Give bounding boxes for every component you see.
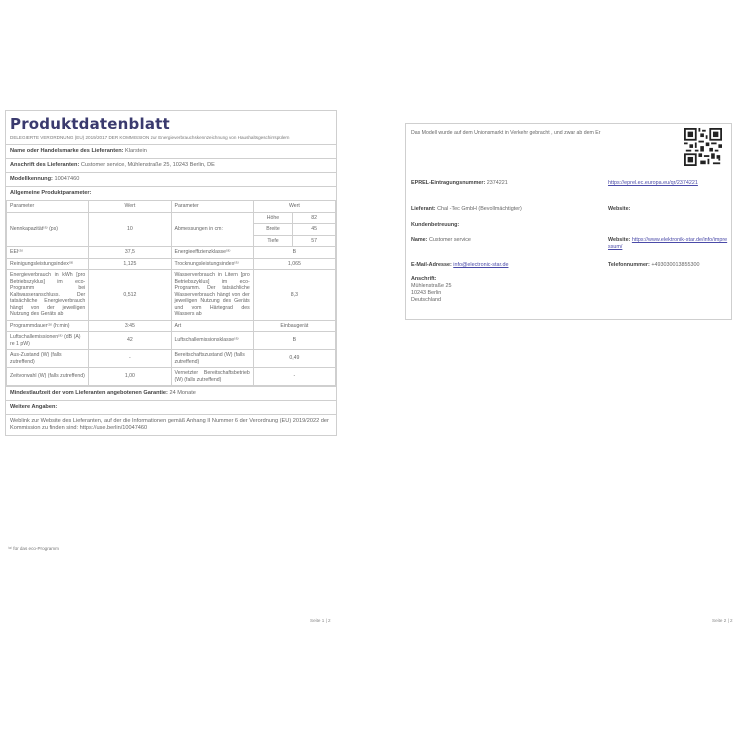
warranty-label: Mindestlaufzeit der vom Lieferanten angebotenen Garantie: <box>10 390 168 396</box>
eprel-value: 2374221 <box>486 180 508 186</box>
website-label: Website: <box>608 206 631 212</box>
eei-label: EEI⁽ᵃ⁾ <box>7 247 89 259</box>
height-value: 82 <box>293 212 336 224</box>
cleaning-value: 1,125 <box>89 258 171 270</box>
duration-label: Programmdauer⁽ᵃ⁾ (h:min) <box>7 320 89 332</box>
footnote: ⁽ᵃ⁾ für das eco-Programm <box>8 546 59 551</box>
header-value: Wert <box>253 201 335 213</box>
supplier-name-row <box>6 144 336 158</box>
page-number-1: Seite 1 | 2 <box>310 618 331 623</box>
supplier-label: Lieferant: <box>411 206 436 212</box>
supplier-name-label: Name oder Handelsmarke des Lieferanten: <box>10 148 124 154</box>
duration-value: 3:45 <box>89 320 171 332</box>
supplier-name-value: Klarstein <box>125 148 147 154</box>
drying-value: 1,065 <box>253 258 335 270</box>
params-table <box>6 200 336 386</box>
table-header-row <box>7 201 336 213</box>
table-row <box>7 332 336 350</box>
weblink-row <box>6 414 336 435</box>
table-row <box>7 212 336 224</box>
water-consumption-label: Wasserverbrauch in Litern [pro Betriebszyklus] im eco-Programm. Der tatsächliche Wasserverbrauch hängt von der jeweiligen Nutzung des Geräts und vom Härtegrad des Wassers ab <box>171 270 253 321</box>
noise-value: 42 <box>89 332 171 350</box>
website2-link[interactable]: https://www.elektronik-star.de/info/impressum/ <box>608 237 728 250</box>
model-label: Modellkennung: <box>10 176 53 182</box>
further-info-label: Weitere Angaben: <box>10 404 58 410</box>
noise-class-label: Luftschallemissionsklasse⁽ᵃ⁾ <box>171 332 253 350</box>
product-datasheet-page-2 <box>405 123 732 320</box>
type-value: Einbaugerät <box>253 320 335 332</box>
model-row <box>6 172 336 186</box>
table-row <box>7 270 336 321</box>
supplier-value: Chal -Tec GmbH (Bevollmächtigter) <box>437 206 522 212</box>
table-row <box>7 258 336 270</box>
qr-code-icon[interactable] <box>684 128 722 166</box>
noise-class-value: B <box>253 332 335 350</box>
capacity-value: 10 <box>89 212 171 247</box>
header-value: Wert <box>89 201 171 213</box>
table-row <box>7 247 336 259</box>
phone-value: +493030013855300 <box>651 262 700 268</box>
market-intro-text: Das Modell wurde auf dem Unionsmarkt in Verkehr gebracht , und zwar ab dem Er <box>411 130 601 136</box>
email-link[interactable]: info@electronic-star.de <box>453 262 509 268</box>
table-row <box>7 320 336 332</box>
address-line: Mühlenstraße 25 <box>411 283 452 289</box>
warranty-row <box>6 386 336 400</box>
off-mode-label: Aus-Zustand (W) (falls zutreffend) <box>7 350 89 368</box>
warranty-value: 24 Monate <box>169 390 196 396</box>
website-row <box>608 206 630 213</box>
customer-service-label: Kundenbetreuung: <box>411 222 460 228</box>
phone-label: Telefonnummer: <box>608 262 650 268</box>
address-block <box>411 276 451 304</box>
weblink-url[interactable]: https://use.berlin/10047460 <box>79 425 148 431</box>
supplier-address-label: Anschrift des Lieferanten: <box>10 162 80 168</box>
standby-value: 0,49 <box>253 350 335 368</box>
address-line: 10243 Berlin <box>411 290 442 296</box>
delay-start-value: 1,00 <box>89 368 171 386</box>
address-label: Anschrift: <box>411 276 437 282</box>
contact-name-label: Name: <box>411 237 428 243</box>
product-datasheet-page-1 <box>5 110 337 436</box>
page-number-2: Seite 2 | 2 <box>712 618 733 623</box>
energy-class-value: B <box>253 247 335 259</box>
drying-label: Trocknungsleistungsindex⁽ᵃ⁾ <box>171 258 253 270</box>
supplier-address-row <box>6 158 336 172</box>
height-label: Höhe <box>253 212 292 224</box>
water-consumption-value: 8,3 <box>253 270 335 321</box>
energy-consumption-value: 0,512 <box>89 270 171 321</box>
general-params-label: Allgemeine Produktparameter: <box>10 190 92 196</box>
type-label: Art <box>171 320 253 332</box>
header-parameter: Parameter <box>7 201 89 213</box>
standby-label: Bereitschaftszustand (W) (falls zutreffend) <box>171 350 253 368</box>
further-info-row <box>6 400 336 414</box>
capacity-label: Nennkapazität⁽ᵃ⁾ (ps) <box>7 212 89 247</box>
energy-consumption-label: Energieverbrauch in kWh [pro Betriebszyklus] im eco-Programm bei Kaltwasseranschluss. Der tatsächliche Energieverbrauch hängt von der jeweiligen Nutzung des Geräts ab <box>7 270 89 321</box>
regulation-subtitle: DELEGIERTE VERORDNUNG (EU) 2019/2017 DER KOMMISSION zur Energieverbrauchskennzeichnung von Haushaltsgeschirrspülern <box>10 135 290 140</box>
eprel-label: EPREL-Eintragungsnummer: <box>411 180 486 186</box>
email-row <box>411 262 508 269</box>
weblink-text: Weblink zur Website des Lieferanten, auf der die Informationen gemäß Anhang II Nummer 6 der Verordnung (EU) 2019/2022 der Kommission zu finden sind: <box>10 418 329 431</box>
dimensions-label: Abmessungen in cm: <box>171 212 253 247</box>
contact-name-row <box>411 237 471 244</box>
table-row <box>7 350 336 368</box>
network-standby-value: - <box>253 368 335 386</box>
width-label: Breite <box>253 224 292 236</box>
website2-label: Website: <box>608 237 631 243</box>
eei-value: 37,5 <box>89 247 171 259</box>
noise-label: Luftschallemissionen⁽ᵃ⁾ (dB (A) re 1 pW) <box>7 332 89 350</box>
network-standby-label: Vernetzter Bereitschaftsbetrieb (W) (falls zutreffend) <box>171 368 253 386</box>
customer-service-row <box>411 222 459 229</box>
model-value: 10047460 <box>54 176 80 182</box>
page-title: Produktdatenblatt <box>10 115 170 133</box>
general-params-row <box>6 186 336 200</box>
website2-row <box>608 237 728 251</box>
depth-label: Tiefe <box>253 235 292 247</box>
eprel-link[interactable]: https://eprel.ec.europa.eu/qr/2374221 <box>608 180 698 186</box>
supplier-address-value: Customer service, Mühlenstraße 25, 10243 Berlin, DE <box>80 162 215 168</box>
table-row <box>7 368 336 386</box>
header-parameter: Parameter <box>171 201 253 213</box>
delay-start-label: Zeitvorwahl (W) (falls zutreffend) <box>7 368 89 386</box>
address-line: Deutschland <box>411 297 441 303</box>
off-mode-value: - <box>89 350 171 368</box>
energy-class-label: Energieeffizienzklasse⁽ᵃ⁾ <box>171 247 253 259</box>
eprel-row <box>411 180 508 187</box>
phone-row <box>608 262 699 269</box>
depth-value: 57 <box>293 235 336 247</box>
email-label: E-Mail-Adresse: <box>411 262 452 268</box>
width-value: 45 <box>293 224 336 236</box>
cleaning-label: Reinigungsleistungsindex⁽ᵃ⁾ <box>7 258 89 270</box>
supplier-row <box>411 206 522 213</box>
contact-name-value: Customer service <box>428 237 471 243</box>
